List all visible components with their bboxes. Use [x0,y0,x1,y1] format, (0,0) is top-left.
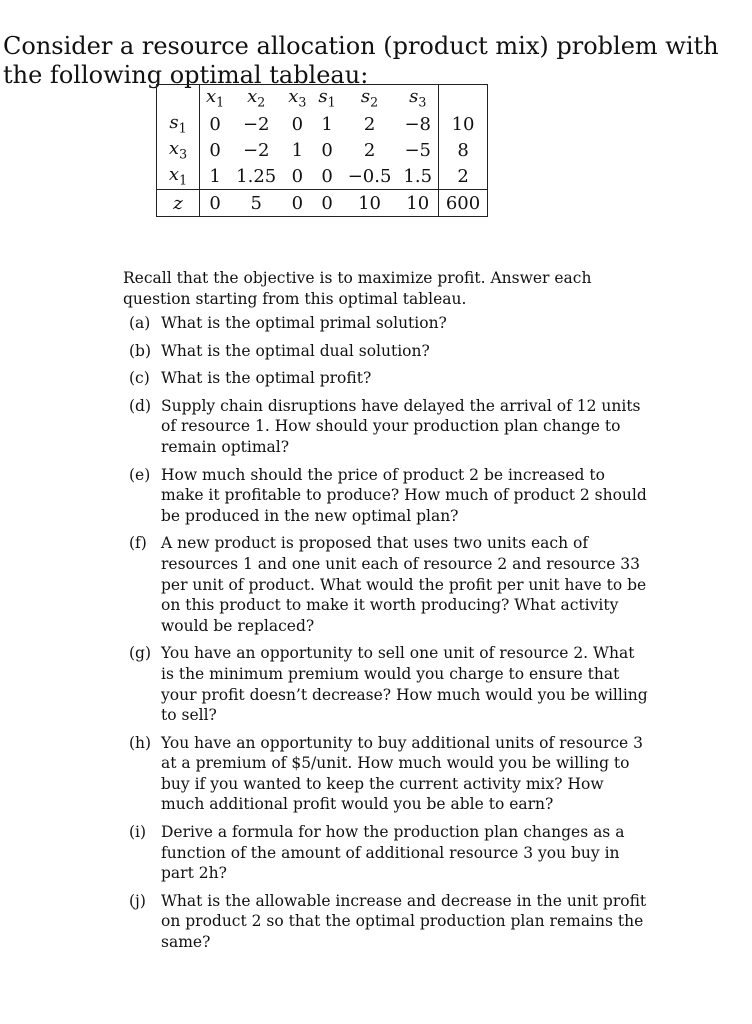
rhs-cell: 10 [439,111,488,137]
question-item [129,465,649,527]
recall-paragraph: Recall that the objective is to maximize profit. Answer each question starting from this optimal tableau. [123,268,592,308]
question-text: What is the allowable increase and decrease in the unit profit on product 2 so that the optimal production plan remains the same? [161,891,647,952]
cell: 5 [230,190,282,217]
cell: −8 [404,113,431,135]
question-item [129,733,649,815]
question-list [129,313,649,960]
question-label: (f) [129,534,147,553]
cell: 1.5 [403,165,433,187]
question-label: (d) [129,396,152,415]
question-text: A new product is proposed that uses two units each of resources 1 and one unit each of resource 2 and resource 33 per unit of product. What would the profit per unit have to be on this product to make it worth producing? What activity would be replaced? [161,534,647,635]
row-label-z: z [157,190,200,217]
cell: 1 [209,165,221,187]
question-label: (i) [129,823,147,842]
cell: 0 [282,190,312,217]
question-item [129,313,649,334]
col-header-x2: $x_2$ [230,85,282,112]
cell: 2 [363,139,376,161]
row-label-x1: $x_1$ [157,163,200,190]
question-item [129,368,649,389]
cell: 1.25 [236,165,277,187]
question-label: (e) [129,465,151,484]
cell: 0 [209,113,221,135]
question-label: (b) [129,341,152,360]
tableau-objective-row [157,190,488,217]
cell: 0 [209,139,221,161]
question-text: You have an opportunity to buy additional units of resource 3 at a premium of $5/unit. How much would you be willing to buy if you wanted to keep the current activity mix? How much additional profit would you be able to earn? [161,733,644,814]
question-item [129,822,649,884]
tableau-row-x1 [157,163,488,190]
rhs-cell: 8 [439,137,488,163]
simplex-tableau [156,84,488,217]
question-label: (j) [129,891,146,910]
cell: 1 [291,139,304,161]
cell: 1 [321,113,333,135]
question-text: What is the optimal primal solution? [161,314,447,332]
cell: −5 [404,139,431,161]
tableau-corner-cell [157,85,200,112]
question-label: (a) [129,314,151,332]
question-text: What is the optimal dual solution? [161,341,430,360]
question-text: How much should the price of product 2 be increased to make it profitable to produce? How much of product 2 should be produced in the new optimal plan? [161,465,647,525]
question-item [129,396,649,458]
row-label-x3: $x_3$ [157,137,200,163]
col-header-s3: $s_3$ [397,85,438,112]
question-item [129,891,649,953]
cell: 2 [363,113,376,135]
rhs-cell: 2 [439,163,488,190]
cell: 10 [342,190,398,217]
question-item [129,643,649,725]
question-item [129,341,649,362]
rhs-cell: 600 [439,190,488,217]
col-header-s2: $s_2$ [342,85,398,112]
col-header-x3: $x_3$ [282,85,312,112]
row-label-s1: $s_1$ [157,111,200,137]
cell: −0.5 [347,165,392,187]
question-text: Derive a formula for how the production plan changes as a function of the amount of additional resource 3 you buy in part 2h? [161,823,625,883]
col-header-x1: $x_1$ [200,85,231,112]
tableau-row-s1 [157,111,488,137]
cell: 0 [312,190,341,217]
cell: 0 [200,190,231,217]
question-label: (g) [129,644,152,663]
tableau-header-row [157,85,488,112]
cell: 0 [291,113,304,135]
cell: 0 [321,165,333,187]
question-text: What is the optimal profit? [161,369,372,388]
question-label: (h) [129,733,152,752]
question-label: (c) [129,369,150,388]
cell: 10 [397,190,438,217]
question-item [129,533,649,636]
col-header-rhs [439,85,488,112]
question-text: You have an opportunity to sell one unit of resource 2. What is the minimum premium would you charge to ensure that your profit doesn’t decrease? How much would you be willing to sell? [161,644,648,725]
cell: 0 [291,165,304,187]
intro-paragraph: Consider a resource allocation (product mix) problem with the following optimal tableau: [3,32,719,89]
col-header-s1: $s_1$ [312,85,341,112]
cell: −2 [242,139,270,161]
tableau-row-x3 [157,137,488,163]
cell: 0 [321,139,333,161]
cell: −2 [242,113,270,135]
question-text: Supply chain disruptions have delayed the arrival of 12 units of resource 1. How should your production plan change to remain optimal? [161,396,641,456]
